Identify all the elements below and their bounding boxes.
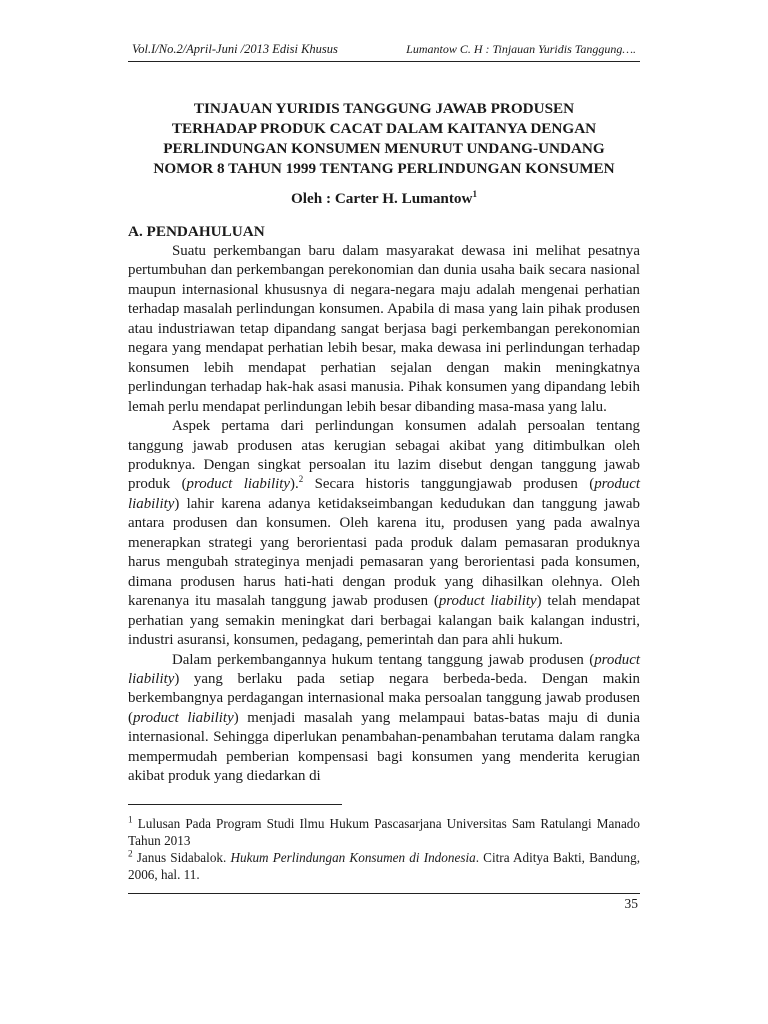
paragraph-text: Aspek pertama dari perlindungan konsumen adalah persoalan tentang tanggung jawab produsen atas kerugian sebagai akibat yang ditimbulkan oleh produknya. Dengan singkat persoalan itu lazim disebut dengan tanggung jawab produk ( [128,418,640,493]
title-line: PERLINDUNGAN KONSUMEN MENURUT UNDANG-UNDANG [163,140,605,157]
title-line: TERHADAP PRODUK CACAT DALAM KAITANYA DENGAN [171,120,597,137]
paragraph-text: ). [290,476,299,493]
italic-term: product liability [128,651,640,687]
author-name: Oleh : Carter H. Lumantow [290,190,473,207]
title-line: NOMOR 8 TAHUN 1999 TENTANG PERLINDUNGAN KONSUMEN [153,160,615,177]
footnote-ref: 1 [472,188,478,199]
header-rule [128,61,640,62]
paragraph-text: Secara historis tanggungjawab produsen ( [303,476,595,493]
footnotes [128,815,640,883]
page-number: 35 [624,896,638,911]
footnote-text: Janus Sidabalok. [132,850,231,865]
article-title [128,99,640,179]
body-text [128,242,640,787]
italic-term: product liability [438,593,537,610]
paragraph [128,417,640,650]
footer-rule [128,893,640,894]
author-line [128,189,640,209]
paragraph-text: ) telah mendapat perhatian yang semakin meningkat dari berbagai kalangan baik kalangan industri, industri asuransi, konsumen, pedagang, pemerintah dan para ahli hukum. [128,593,640,649]
journal-volume-issue: Vol.I/No.2/April-Juni /2013 Edisi Khusus [132,42,338,56]
cited-book-title: Hukum Perlindungan Konsumen di Indonesia [230,850,476,865]
paragraph-text: Dalam perkembangannya hukum tentang tanggung jawab produsen ( [172,651,595,668]
italic-term: product liability [186,476,291,493]
footnote-text: . Citra Aditya Bakti, Bandung, 2006, hal. 11. [128,850,640,882]
footnote-text: Lulusan Pada Program Studi Ilmu Hukum Pascasarjana Universitas Sam Ratulangi Manado Tahun 2013 [128,816,640,848]
footnote-ref: 2 [298,474,304,485]
paragraph-text: ) lahir karena adanya ketidakseimbangan kedudukan dan tanggung jawab antara produsen dan konsumen. Oleh karena itu, produsen yang pada awalnya menerapkan strategi yang berorientasi pada produk dalam pemasaran produknya harus mengubah strateginya menjadi pemasaran yang berorientasi pada konsumen, dimana produsen harus hati-hati dengan produk yang dihasilkan olehnya. Oleh karenanya itu masalah tanggung jawab produsen ( [128,495,640,610]
footnote-separator [128,804,342,805]
paragraph-text: ) yang berlaku pada setiap negara berbeda-beda. Dengan makin berkembangnya perdagangan internasional maka persoalan tanggung jawab produsen ( [128,670,640,726]
document-page [128,0,640,1024]
italic-term: product liability [132,709,234,726]
italic-term: product liability [128,476,640,512]
running-title: Lumantow C. H : Tinjauan Yuridis Tanggung…. [406,42,636,56]
footnote [128,849,640,883]
paragraph-text: ) menjadi masalah yang melampaui batas-batas maju di dunia internasional. Sehingga diperlukan penambahan-penambahan terutama dalam rangka mempermudah pemberian kompensasi bagi konsumen yang menderita kerugian akibat produk yang diedarkan di [128,709,640,785]
footnote [128,815,640,849]
section-heading: A. PENDAHULUAN [128,223,265,240]
paragraph-text: Suatu perkembangan baru dalam masyarakat dewasa ini melihat pesatnya pertumbuhan dan perkembangan perekonomian dan dunia usaha baik secara nasional maupun internasional khususnya di negara-negara maju adalah mengenai perhatian terhadap masalah perlindungan konsumen. Apabila di masa yang lain pihak produsen atau industriawan tetap dipandang sangat berjasa bagi perkembangan perekonomian negara yang mendapat perhatian lebih besar, maka dewasa ini perlindungan terhadap konsumen lebih mendapat perhatian sejalan dengan makin meningkatnya perlindungan terhadap hak-hak asasi manusia. Pihak konsumen yang dipandang lebih lemah perlu mendapat perlindungan lebih besar dibanding masa-masa yang lalu. [128,243,640,415]
title-line: TINJAUAN YURIDIS TANGGUNG JAWAB PRODUSEN [193,100,575,117]
footnote-mark: 2 [128,848,133,859]
paragraph [128,242,640,417]
footnote-mark: 1 [128,814,133,825]
paragraph [128,651,640,787]
